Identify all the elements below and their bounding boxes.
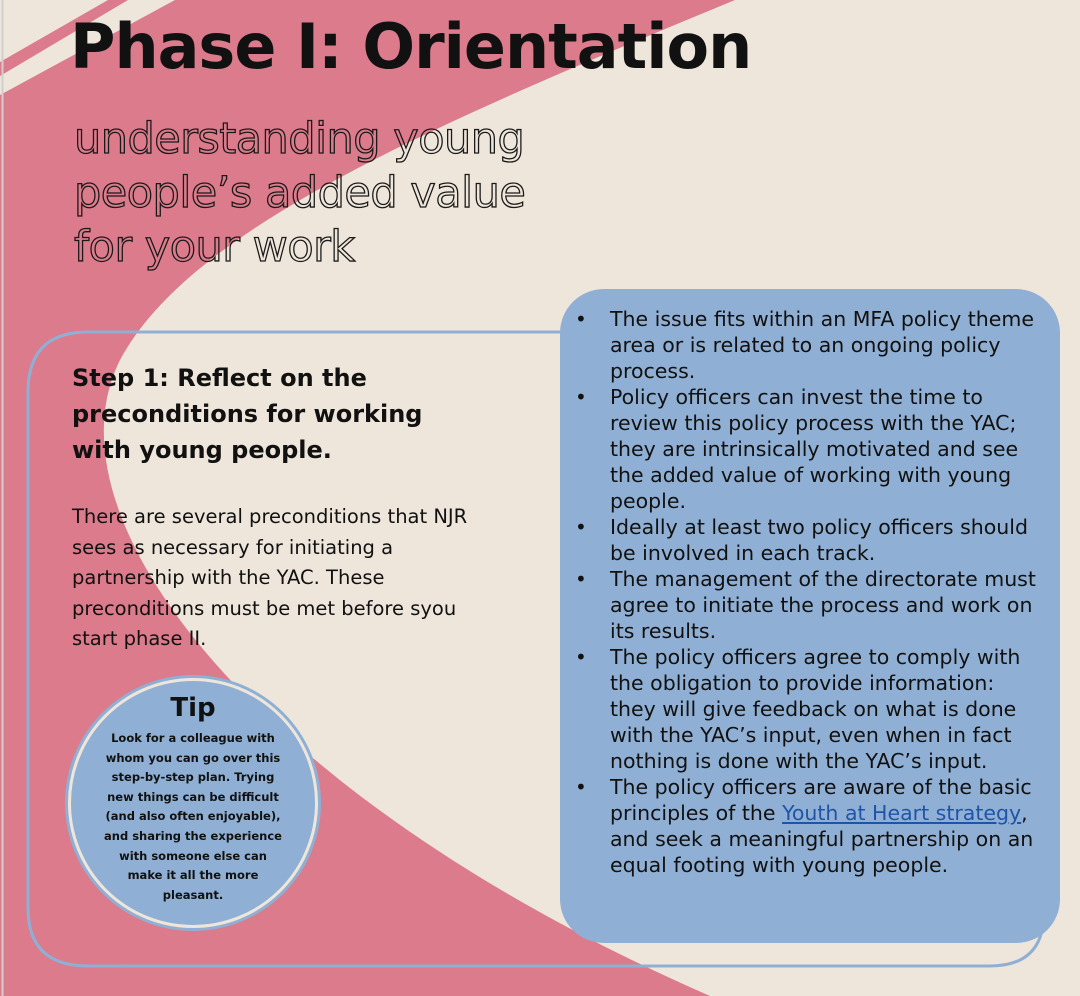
preconditions-list	[575, 306, 1045, 878]
tip-bubble	[68, 678, 318, 928]
page-title: Phase I: Orientation	[70, 10, 752, 83]
precondition-item	[575, 774, 1045, 878]
precondition-item: • Policy officers can invest the time to review this policy process with the YAC; they are intrinsically motivated and see the added value of working with young people.	[575, 384, 1045, 514]
tip-body: Look for a colleague with whom you can go over this step-by-step plan. Trying new things can be difficult (and also often enjoyable), and sharing the experience with someone else can make it all the more pleasant.	[104, 731, 282, 902]
page-subtitle	[74, 112, 634, 274]
intro-paragraph: There are several preconditions that NJR sees as necessary for initiating a partnership with the YAC. These preconditions must be met before syou start phase II.	[72, 505, 468, 650]
precondition-text: , and seek a meaningful partnership on an equal footing with young people.	[610, 801, 1034, 877]
tip-title: Tip	[170, 693, 216, 723]
youth-at-heart-link[interactable]: Youth at Heart strategy	[782, 801, 1022, 825]
subtitle-line: understanding young	[74, 114, 525, 164]
precondition-item: • The issue fits within an MFA policy theme area or is related to an ongoing policy process.	[575, 306, 1045, 384]
subtitle-line: for your work	[74, 222, 355, 272]
precondition-text: The policy officers are aware of the basic principles of the	[610, 775, 1032, 825]
precondition-item: • The management of the directorate must agree to initiate the process and work on its results.	[575, 566, 1045, 644]
subtitle-line: people’s added value	[74, 168, 526, 218]
step-heading: Step 1: Reflect on the preconditions for working with young people.	[72, 364, 423, 464]
precondition-item: • Ideally at least two policy officers should be involved in each track.	[575, 514, 1045, 566]
precondition-item: • The policy officers agree to comply with the obligation to provide information: they will give feedback on what is done with the YAC’s input, even when in fact nothing is done with the YAC’s input.	[575, 644, 1045, 774]
